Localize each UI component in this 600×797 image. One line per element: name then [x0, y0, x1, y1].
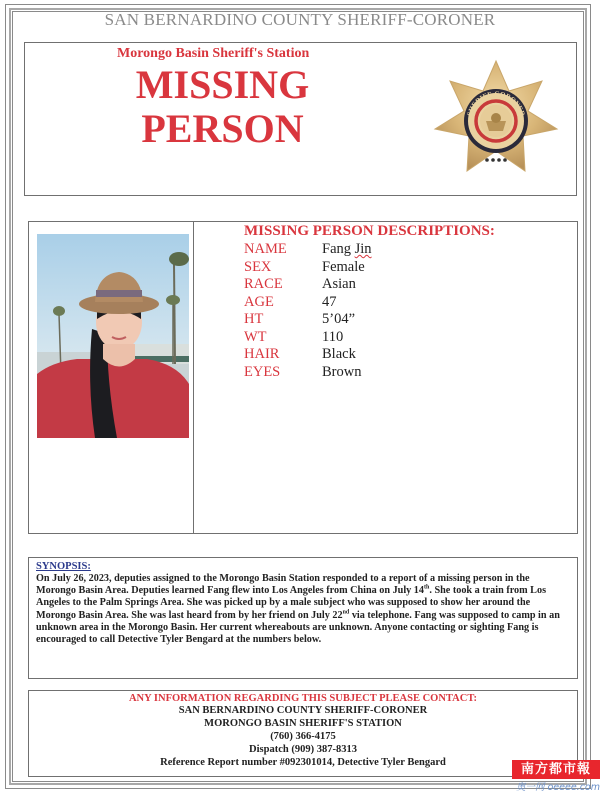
desc-value: 110 [322, 328, 344, 345]
desc-label: HT [244, 311, 264, 327]
badge-top-text: SHERIFF-CORONER [465, 89, 527, 117]
contact-heading: ANY INFORMATION REGARDING THIS SUBJECT PLEASE CONTACT: [128, 693, 478, 704]
missing-person-photo [37, 234, 189, 438]
synopsis-part-3: via telephone. Fang was supposed to camp in an unknown area in the Morongo Basin. Her current whereabouts are unknown. Anyone contacting or sighting Fang is encouraged to call Detective Tyler Bengard at the numbers below. [36, 609, 560, 646]
desc-value: 5’04” [322, 311, 356, 327]
contact-reference: Reference Report number #092301014, Detective Tyler Bengard [160, 757, 446, 768]
desc-row-name [244, 241, 372, 259]
desc-row-race [244, 276, 372, 294]
desc-label: EYES [244, 363, 281, 380]
synopsis-text [36, 573, 572, 646]
newspaper-watermark [509, 760, 600, 797]
desc-row-eyes [244, 364, 372, 382]
desc-label: WT [244, 328, 267, 345]
contact-county: SAN BERNARDINO COUNTY SHERIFF-CORONER [178, 705, 428, 716]
desc-row-sex [244, 259, 372, 277]
synopsis-part-1: On July 26, 2023, deputies assigned to the Morongo Basin Station responded to a report of a missing person in the Morongo Basin Area. Deputies learned Fang flew into Los Angeles from China on July 14 [36, 573, 530, 597]
desc-row-hair [244, 346, 372, 364]
descriptions-heading: MISSING PERSON DESCRIPTIONS: [244, 223, 495, 239]
contact-phone: (760) 366-4175 [270, 731, 336, 742]
synopsis-heading: SYNOPSIS: [36, 561, 91, 572]
descriptions-list [244, 241, 372, 381]
title-line-2: PERSON [141, 106, 304, 151]
name-value: Fang Jin [322, 241, 372, 257]
synopsis-sup-1: th [424, 584, 430, 591]
station-name: Morongo Basin Sheriff's Station [117, 46, 310, 61]
synopsis-sup-2: nd [342, 609, 350, 616]
desc-value: Brown [322, 363, 362, 380]
desc-label: AGE [244, 293, 274, 310]
watermark-logo-text: 南方都市報 [512, 760, 600, 779]
header-box [24, 42, 577, 196]
description-divider [193, 222, 194, 533]
desc-label: RACE [244, 276, 283, 292]
contact-dispatch: Dispatch (909) 387-8313 [249, 744, 357, 755]
sheriff-star-badge-icon [433, 59, 559, 181]
desc-row-weight [244, 329, 372, 347]
contact-station: MORONGO BASIN SHERIFF'S STATION [204, 718, 402, 729]
spellcheck-underline: Jin [354, 241, 372, 257]
desc-value: Asian [322, 276, 356, 292]
person-photo-image [37, 234, 189, 438]
desc-value [322, 241, 372, 259]
desc-value: Female [322, 258, 365, 275]
synopsis-box [28, 557, 578, 679]
desc-label: NAME [244, 241, 287, 257]
watermark-site-text: 奥一网 oeeee.com [515, 782, 600, 793]
contact-box [28, 690, 578, 777]
missing-person-title [135, 63, 310, 151]
county-title: SAN BERNARDINO COUNTY SHERIFF-CORONER [104, 10, 496, 29]
desc-value: 47 [322, 293, 337, 310]
desc-value: Black [322, 346, 356, 362]
synopsis-part-2: . She took a train from Los Angeles to the Palm Springs Area. She was picked up by a male subject who was supposed to show her around the Morongo Basin Area. She was last heard from by her friend on July 22 [36, 585, 547, 621]
desc-label: SEX [244, 258, 272, 275]
desc-row-height [244, 311, 372, 329]
description-box [28, 221, 578, 534]
title-line-1: MISSING [135, 62, 310, 107]
desc-row-age [244, 294, 372, 312]
desc-label: HAIR [244, 346, 280, 362]
